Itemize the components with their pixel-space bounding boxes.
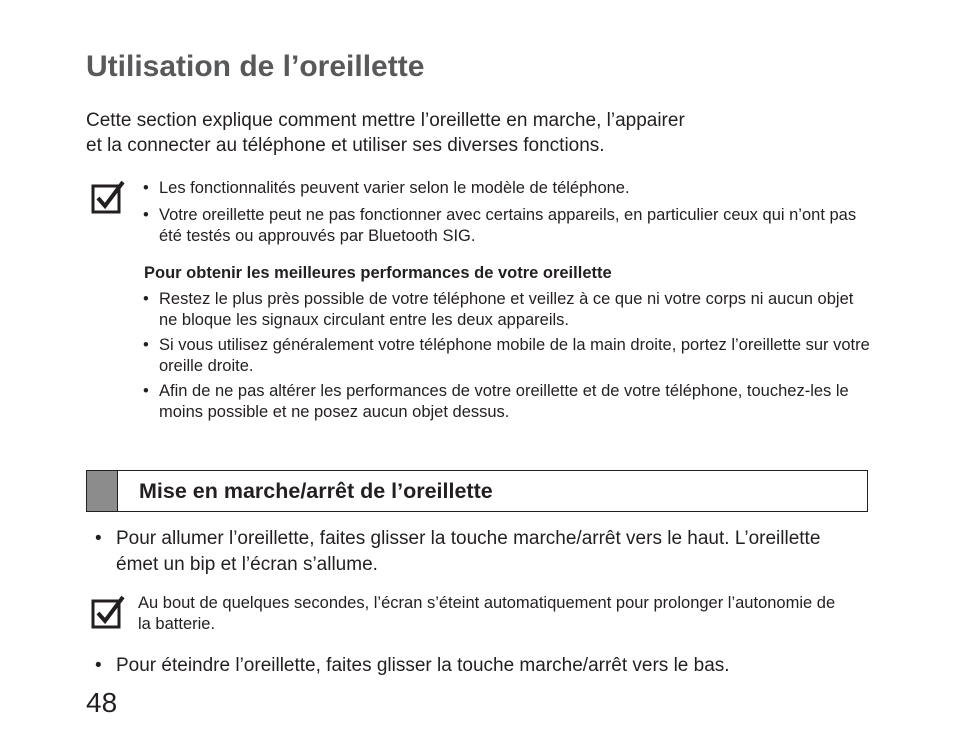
bullet: • xyxy=(95,655,102,676)
intro-line-1: Cette section explique comment mettre l’oreillette en marche, l’appairer xyxy=(86,110,685,131)
performance-text: Restez le plus près possible de votre téléphone et veillez à ce que ni votre corps ni aucun objet ne bloque les signaux circulant entre les deux appareils. xyxy=(159,290,854,329)
bullet: • xyxy=(143,336,149,354)
bullet: • xyxy=(143,382,149,400)
performance-list xyxy=(143,289,871,429)
performance-text: Afin de ne pas altérer les performances de votre oreillette et de votre téléphone, touchez-les le moins possible et ne posez aucun objet dessus. xyxy=(159,382,849,421)
section-header xyxy=(86,470,868,512)
section-title: Mise en marche/arrêt de l’oreillette xyxy=(139,479,493,503)
section-marker xyxy=(87,471,118,511)
performance-heading: Pour obtenir les meilleures performances de votre oreillette xyxy=(144,264,612,282)
list-item xyxy=(143,335,871,377)
page-number: 48 xyxy=(86,687,118,718)
page-title: Utilisation de l’oreillette xyxy=(86,50,425,83)
checkbox-icon xyxy=(91,180,125,214)
bullet: • xyxy=(95,528,102,549)
bullet: • xyxy=(143,290,149,308)
list-item xyxy=(143,205,873,247)
note-list xyxy=(143,178,873,253)
power-on-list xyxy=(95,526,855,578)
checkbox-icon xyxy=(91,595,125,629)
note-text: Les fonctionnalités peuvent varier selon le modèle de téléphone. xyxy=(159,179,630,197)
list-item xyxy=(143,178,873,199)
power-off-list xyxy=(95,653,875,679)
list-item xyxy=(143,289,871,331)
bullet: • xyxy=(143,206,149,224)
note-text: Votre oreillette peut ne pas fonctionner avec certains appareils, en particulier ceux qui n’ont pas été testés ou approuvés par Bluetooth SIG. xyxy=(159,206,857,245)
intro-line-2: et la connecter au téléphone et utiliser ses diverses fonctions. xyxy=(86,135,605,156)
list-item xyxy=(143,381,871,423)
battery-note: Au bout de quelques secondes, l’écran s’éteint automatiquement pour prolonger l’autonomie de la batterie. xyxy=(138,594,836,633)
power-off-text: Pour éteindre l’oreillette, faites glisser la touche marche/arrêt vers le bas. xyxy=(116,655,730,676)
performance-text: Si vous utilisez généralement votre téléphone mobile de la main droite, portez l’oreillette sur votre oreille droite. xyxy=(159,336,870,375)
power-on-text: Pour allumer l’oreillette, faites glisser la touche marche/arrêt vers le haut. L’oreillette émet un bip et l’écran s’allume. xyxy=(116,528,821,575)
list-item xyxy=(95,653,875,679)
list-item xyxy=(95,526,855,578)
bullet: • xyxy=(143,179,149,197)
intro-paragraph xyxy=(86,108,866,158)
